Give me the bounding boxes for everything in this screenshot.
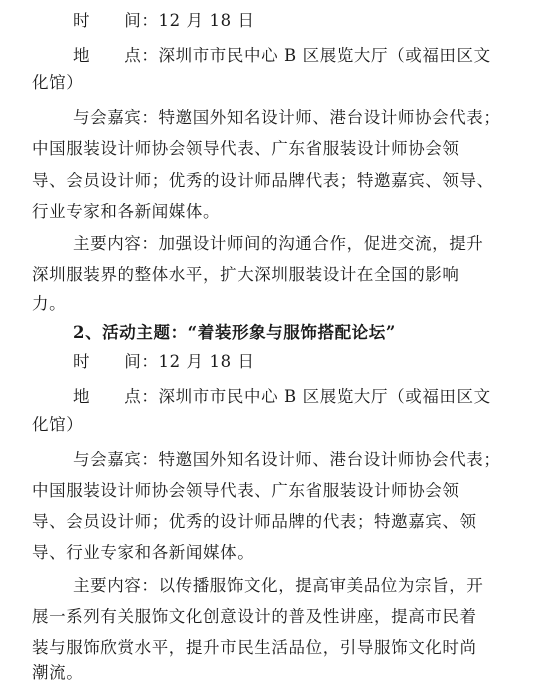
event2-content-line4: 潮流。 <box>32 663 84 682</box>
event2-place <box>73 386 516 408</box>
event1-content-line2: 深圳服装界的整体水平，扩大深圳服装设计在全国的影响 <box>32 265 460 284</box>
event2-place-value: 深圳市市民中心 B 区展览大厅（或福田区文 <box>158 387 491 406</box>
event2-guests-line1: 与会嘉宾：特邀国外知名设计师、港台设计师协会代表； <box>73 450 501 469</box>
event1-place-value: 深圳市市民中心 B 区展览大厅（或福田区文 <box>158 46 491 65</box>
event2-time-value: 12 月 18 日 <box>158 352 255 371</box>
event1-content-line3: 力。 <box>32 294 67 313</box>
event2-guests-line4: 导、行业专家和各新闻媒体。 <box>32 543 255 562</box>
event2-place-label: 地 点： <box>73 387 159 406</box>
event1-guests-line1: 与会嘉宾：特邀国外知名设计师、港台设计师协会代表； <box>73 108 501 127</box>
event2-guests-line3: 导、会员设计师；优秀的设计师品牌的代表；特邀嘉宾、领 <box>32 512 477 531</box>
event1-guests-line4: 行业专家和各新闻媒体。 <box>32 202 221 221</box>
event1-content-line1: 主要内容：加强设计师间的沟通合作，促进交流，提升 <box>73 234 484 253</box>
event2-time <box>73 351 516 373</box>
event2-time-label: 时 间： <box>73 352 159 371</box>
event1-time-label: 时 间： <box>73 11 159 30</box>
event2-guests-line2: 中国服装设计师协会领导代表、广东省服装设计师协会领 <box>32 481 460 500</box>
event1-time <box>73 10 516 32</box>
event1-time-value: 12 月 18 日 <box>158 11 255 30</box>
event2-place-cont: 化馆） <box>32 415 84 434</box>
event2-heading: 2、活动主题：“着装形象与服饰搭配论坛” <box>73 323 396 342</box>
event1-place-cont: 化馆） <box>32 73 84 92</box>
event2-content-line1: 主要内容：以传播服饰文化，提高审美品位为宗旨，开 <box>73 576 484 595</box>
event1-guests-line2: 中国服装设计师协会领导代表、广东省服装设计师协会领 <box>32 139 460 158</box>
event1-guests-line3: 导、会员设计师；优秀的设计师品牌代表；特邀嘉宾、领导、 <box>32 171 494 190</box>
event1-place-label: 地 点： <box>73 46 159 65</box>
event2-content-line3: 装与服饰欣赏水平，提升市民生活品位，引导服饰文化时尚 <box>32 638 477 657</box>
event2-content-line2: 展一系列有关服饰文化创意设计的普及性讲座，提高市民着 <box>32 607 477 626</box>
event1-place <box>73 45 516 67</box>
